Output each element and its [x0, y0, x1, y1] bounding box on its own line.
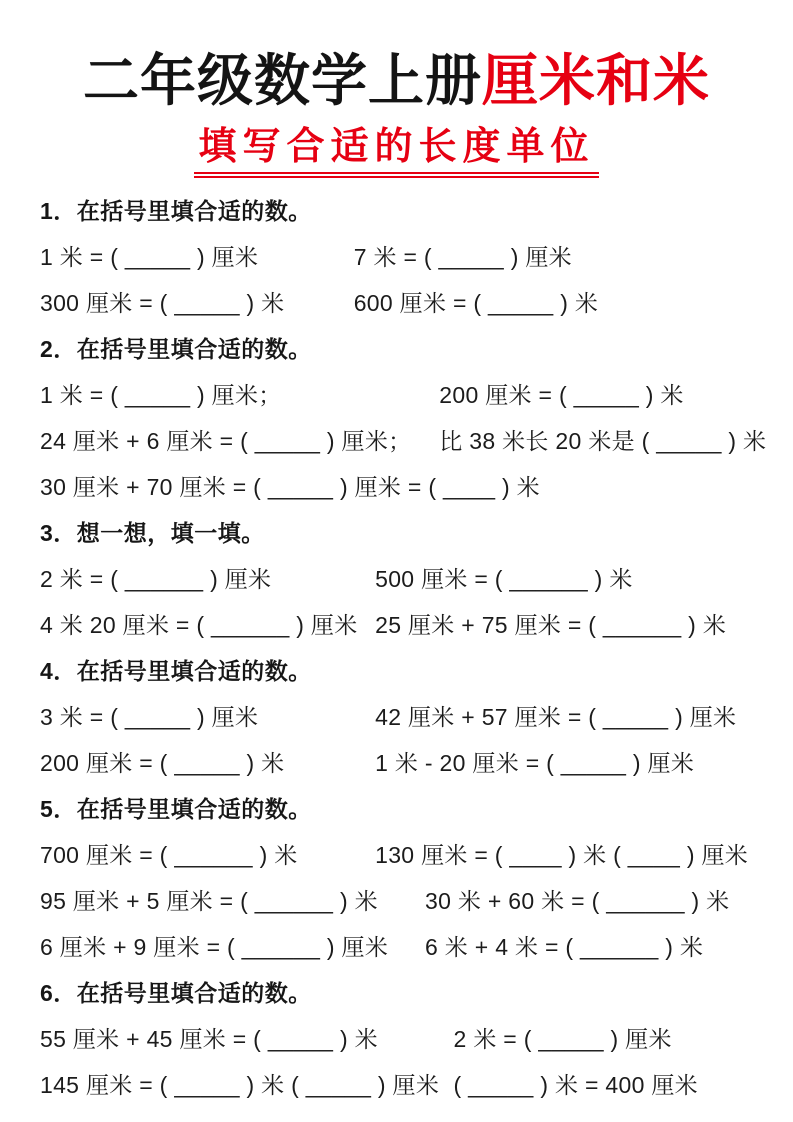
section-heading: 4．在括号里填合适的数。 [40, 657, 312, 684]
problem-left: 1 米 = ( _____ ) 厘米； [40, 381, 282, 408]
section-heading: 1．在括号里填合适的数。 [40, 197, 312, 224]
problem-right: 200 厘米 = ( _____ ) 米 [439, 381, 684, 408]
section-heading: 6．在括号里填合适的数。 [40, 979, 312, 1006]
problem-row [40, 565, 753, 592]
problem-row [40, 841, 753, 868]
problem-row [40, 887, 753, 914]
problem-left: 300 厘米 = ( _____ ) 米 [40, 289, 285, 316]
section-heading: 2．在括号里填合适的数。 [40, 335, 312, 362]
section-3 [40, 519, 753, 638]
problem-row [40, 381, 753, 408]
problem-row [40, 243, 753, 270]
problem-left: 700 厘米 = ( ______ ) 米 [40, 841, 298, 868]
problem-row [40, 933, 753, 960]
problem-left: 145 厘米 = ( _____ ) 米 ( _____ ) 厘米 [40, 1071, 440, 1098]
problem-right: 比 38 米长 20 米是 ( _____ ) 米 [439, 427, 767, 454]
problem-row [40, 749, 753, 776]
problem-left: 3 米 = ( _____ ) 厘米 [40, 703, 259, 730]
problem-row [40, 611, 753, 638]
section-4 [40, 657, 753, 776]
problem-right: 25 厘米 + 75 厘米 = ( ______ ) 米 [375, 611, 727, 638]
section-6 [40, 979, 753, 1098]
title-topic-part: 厘米和米 [482, 49, 710, 112]
page-subtitle: 填写合适的长度单位 [194, 127, 598, 178]
section-5 [40, 795, 753, 960]
problem-right: 130 厘米 = ( ____ ) 米 ( ____ ) 厘米 [375, 841, 749, 868]
problem-row [40, 1025, 753, 1052]
problem-left: 24 厘米 + 6 厘米 = ( _____ ) 厘米； [40, 427, 412, 454]
problem-right: 6 米 + 4 米 = ( ______ ) 米 [425, 933, 704, 960]
subtitle-row [40, 127, 753, 178]
problem-row [40, 473, 753, 500]
problem-row [40, 1071, 753, 1098]
problem-right: 7 米 = ( _____ ) 厘米 [353, 243, 572, 270]
problem-left: 30 厘米 + 70 厘米 = ( _____ ) 厘米 = ( ____ ) 米 [40, 473, 540, 500]
problem-right: 500 厘米 = ( ______ ) 米 [375, 565, 633, 592]
section-heading: 5．在括号里填合适的数。 [40, 795, 312, 822]
problem-right: 1 米 - 20 厘米 = ( _____ ) 厘米 [375, 749, 695, 776]
section-2 [40, 335, 767, 500]
problem-left: 55 厘米 + 45 厘米 = ( _____ ) 米 [40, 1025, 378, 1052]
problem-right: 30 米 + 60 米 = ( ______ ) 米 [425, 887, 730, 914]
problem-right: ( _____ ) 米 = 400 厘米 [453, 1071, 698, 1098]
title-course-part: 二年级数学上册 [83, 49, 482, 112]
problem-left: 1 米 = ( _____ ) 厘米 [40, 243, 259, 270]
problem-row [40, 289, 753, 316]
problem-left: 4 米 20 厘米 = ( ______ ) 厘米 [40, 611, 358, 638]
problem-left: 95 厘米 + 5 厘米 = ( ______ ) 米 [40, 887, 378, 914]
problem-right: 600 厘米 = ( _____ ) 米 [353, 289, 599, 316]
problem-right: 2 米 = ( _____ ) 厘米 [453, 1025, 672, 1052]
problem-left: 2 米 = ( ______ ) 厘米 [40, 565, 272, 592]
page-title [40, 50, 753, 113]
problem-row [40, 427, 767, 454]
section-heading: 3．想一想，填一填。 [40, 519, 265, 546]
problem-right: 42 厘米 + 57 厘米 = ( _____ ) 厘米 [375, 703, 737, 730]
section-1 [40, 197, 753, 316]
problem-left: 200 厘米 = ( _____ ) 米 [40, 749, 285, 776]
problem-row [40, 703, 753, 730]
problem-left: 6 厘米 + 9 厘米 = ( ______ ) 厘米 [40, 933, 389, 960]
